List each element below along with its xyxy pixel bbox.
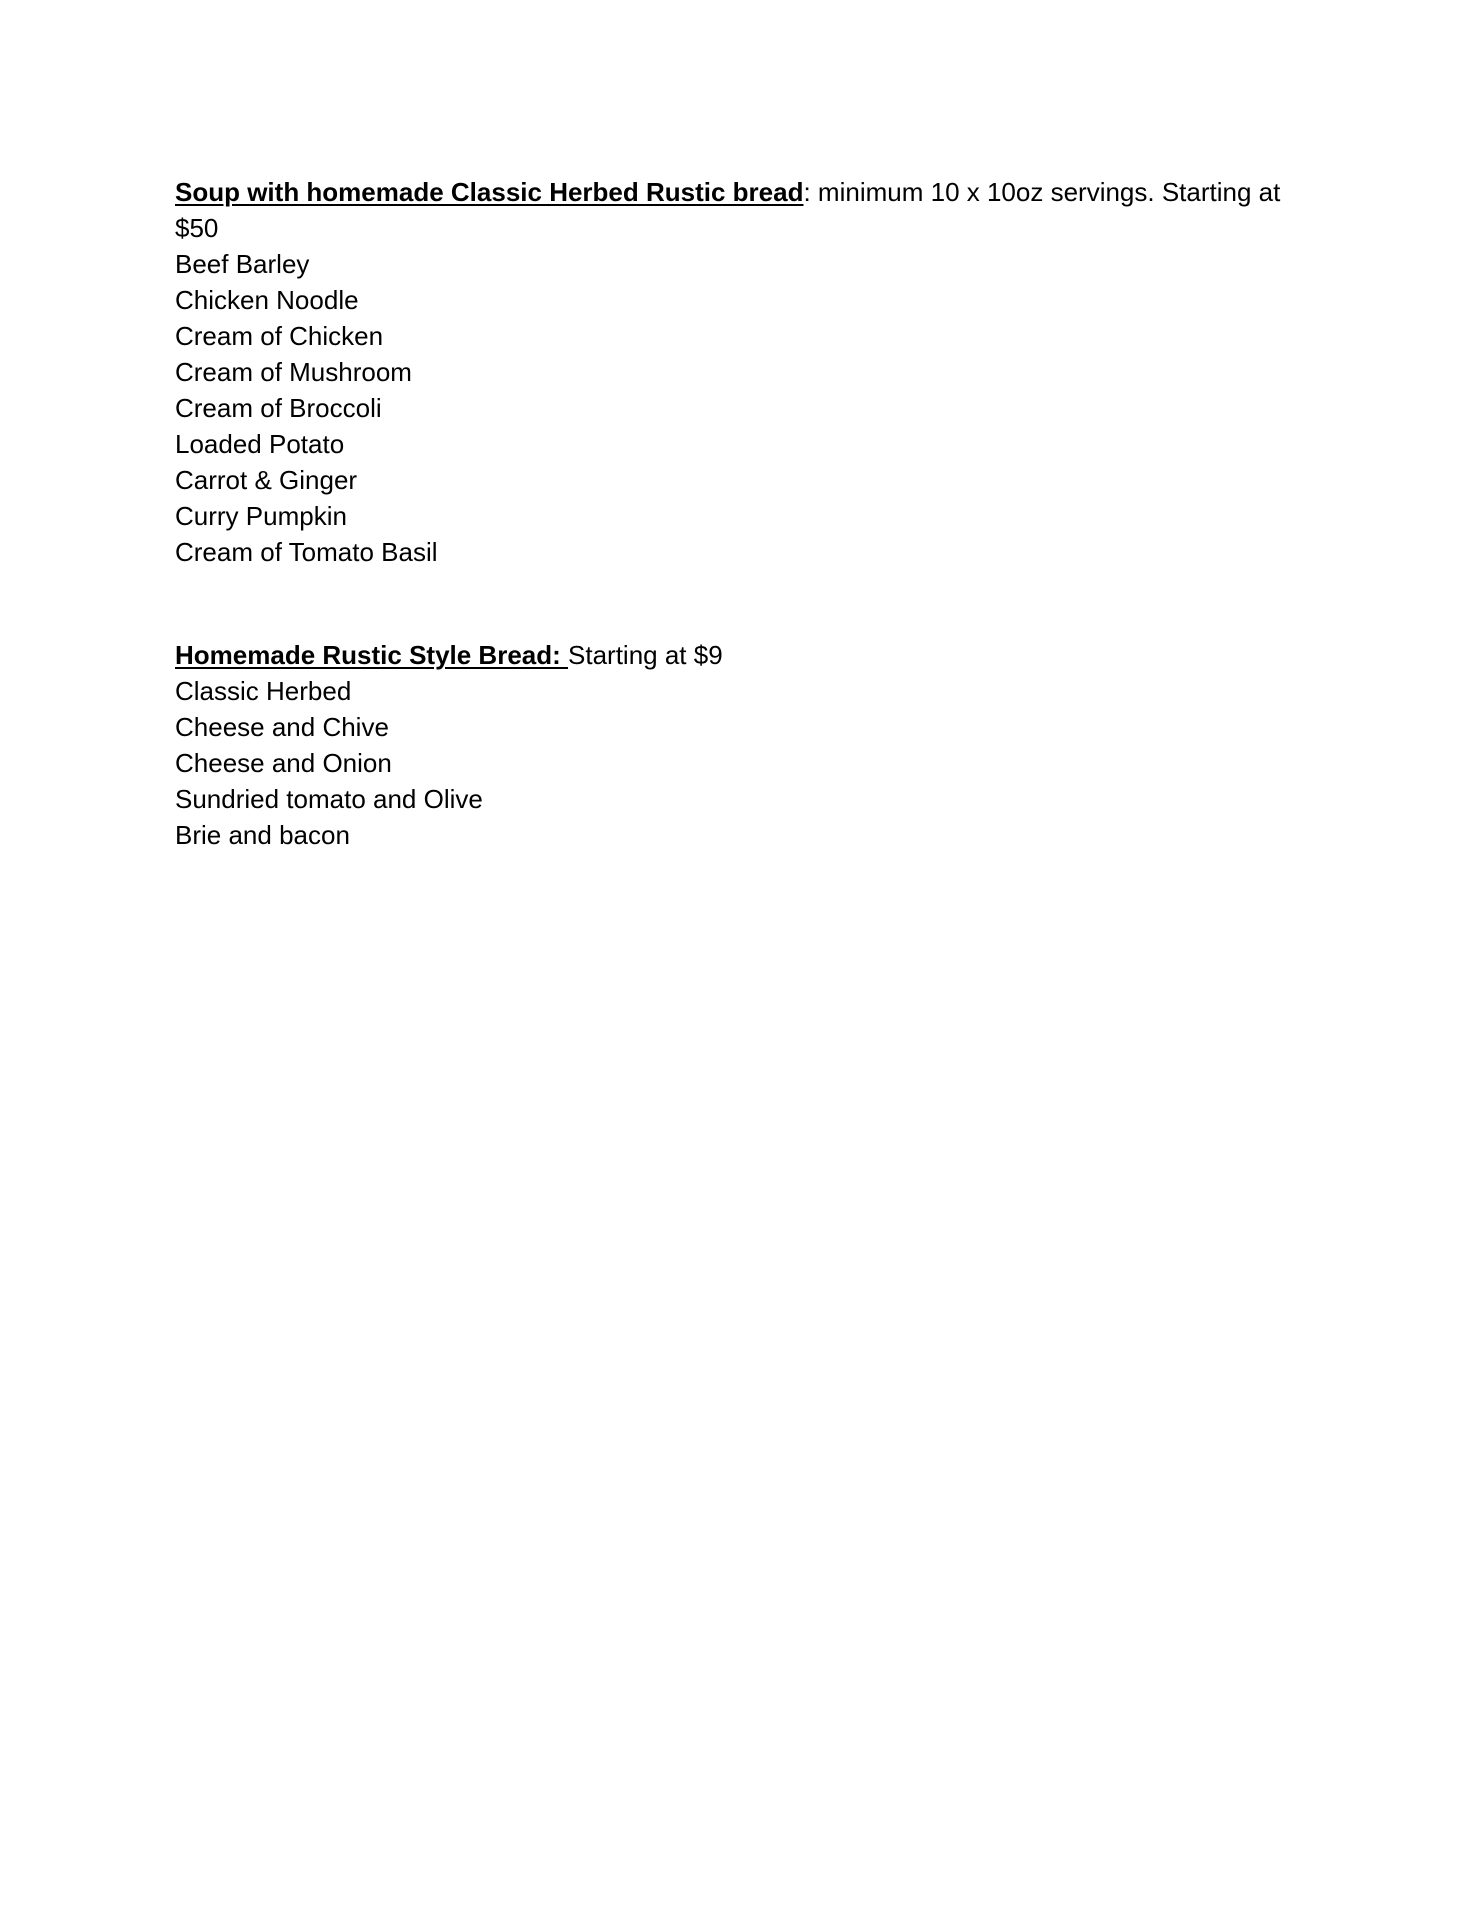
soup-heading: Soup with homemade Classic Herbed Rustic bread [175, 177, 804, 207]
soup-section [175, 174, 1315, 570]
soup-item: Cream of Broccoli [175, 393, 382, 423]
soup-list [175, 246, 1315, 570]
bread-description: Starting at $9 [568, 640, 723, 670]
soup-item: Loaded Potato [175, 429, 345, 459]
bread-heading-line [175, 637, 1315, 673]
bread-section [175, 637, 1315, 853]
soup-item: Cream of Tomato Basil [175, 537, 438, 567]
bread-item: Cheese and Chive [175, 712, 389, 742]
soup-item: Beef Barley [175, 249, 310, 279]
soup-item: Chicken Noodle [175, 285, 359, 315]
soup-description: : minimum 10 x 10oz servings. Starting at $50 [175, 177, 1281, 243]
bread-item: Classic Herbed [175, 676, 352, 706]
bread-item: Brie and bacon [175, 820, 350, 850]
bread-item: Sundried tomato and Olive [175, 784, 483, 814]
soup-item: Cream of Mushroom [175, 357, 412, 387]
bread-list [175, 673, 1315, 853]
bread-heading: Homemade Rustic Style Bread: [175, 640, 569, 670]
soup-heading-line [175, 174, 1315, 246]
soup-item: Carrot & Ginger [175, 465, 358, 495]
bread-item: Cheese and Onion [175, 748, 392, 778]
soup-item: Cream of Chicken [175, 321, 384, 351]
soup-item: Curry Pumpkin [175, 501, 347, 531]
